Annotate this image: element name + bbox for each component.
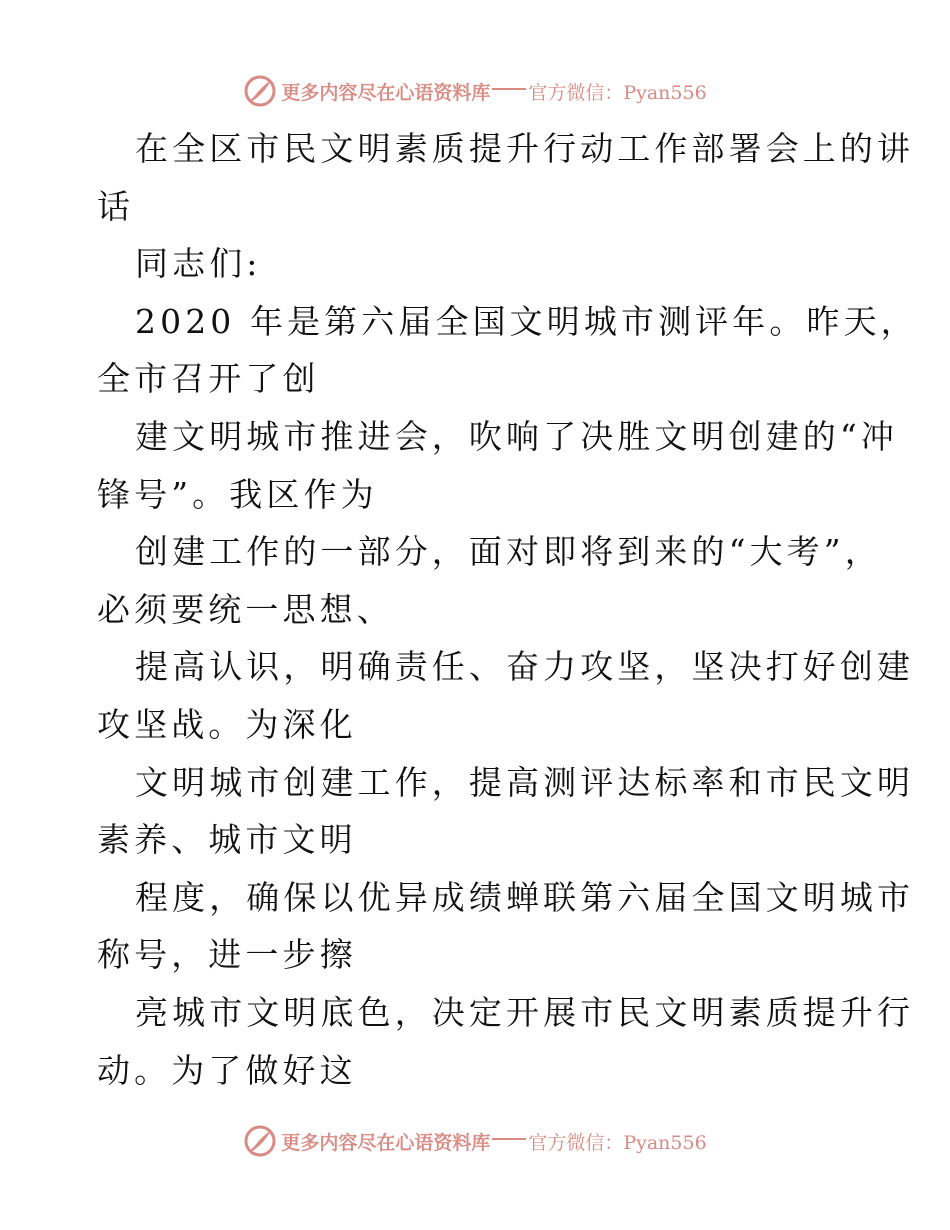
paragraph-line: 提高认识，明确责任、奋力攻坚，坚决打好创建	[135, 647, 915, 687]
document-body	[97, 120, 918, 1099]
paragraph-line: 称号，进一步擦	[97, 935, 357, 975]
paragraph-line: 2020 年是第六届全国文明城市测评年。昨天，	[135, 301, 918, 341]
watermark-account: 官方微信：Pyan556	[528, 1131, 707, 1154]
paragraph-line: 亮城市文明底色，决定开展市民文明素质提升行	[135, 992, 915, 1032]
paragraph-line: 在全区市民文明素质提升行动工作部署会上的讲	[135, 129, 915, 168]
footer-watermark	[0, 1121, 950, 1161]
watermark-dash	[492, 1138, 526, 1140]
paragraph-line: 创建工作的一部分，面对即将到来的“大考”，	[135, 532, 882, 572]
header-watermark	[0, 71, 950, 111]
feather-pen-seal-icon	[243, 1124, 277, 1158]
watermark-dash	[492, 88, 526, 90]
watermark-text: 更多内容尽在心语资料库	[281, 1131, 491, 1154]
paragraph-line: 动。为了做好这	[97, 1050, 357, 1090]
paragraph-line: 文明城市创建工作，提高测评达标率和市民文明	[135, 762, 915, 802]
watermark-text: 更多内容尽在心语资料库	[281, 81, 491, 104]
paragraph-line: 必须要统一思想、	[97, 589, 394, 629]
feather-pen-seal-icon	[243, 74, 277, 108]
paragraph-line: 攻坚战。为深化	[97, 704, 357, 744]
salutation-line: 同志们:	[135, 244, 262, 284]
paragraph-line: 话	[97, 186, 135, 226]
paragraph-line: 建文明城市推进会，吹响了决胜文明创建的“冲	[135, 416, 898, 456]
watermark-account: 官方微信：Pyan556	[528, 81, 707, 104]
paragraph-line: 全市召开了创	[97, 359, 320, 399]
paragraph-line: 程度，确保以优异成绩蝉联第六届全国文明城市	[135, 877, 915, 917]
paragraph-line: 素养、城市文明	[97, 820, 357, 860]
paragraph-line: 锋号”。我区作为	[97, 474, 378, 514]
